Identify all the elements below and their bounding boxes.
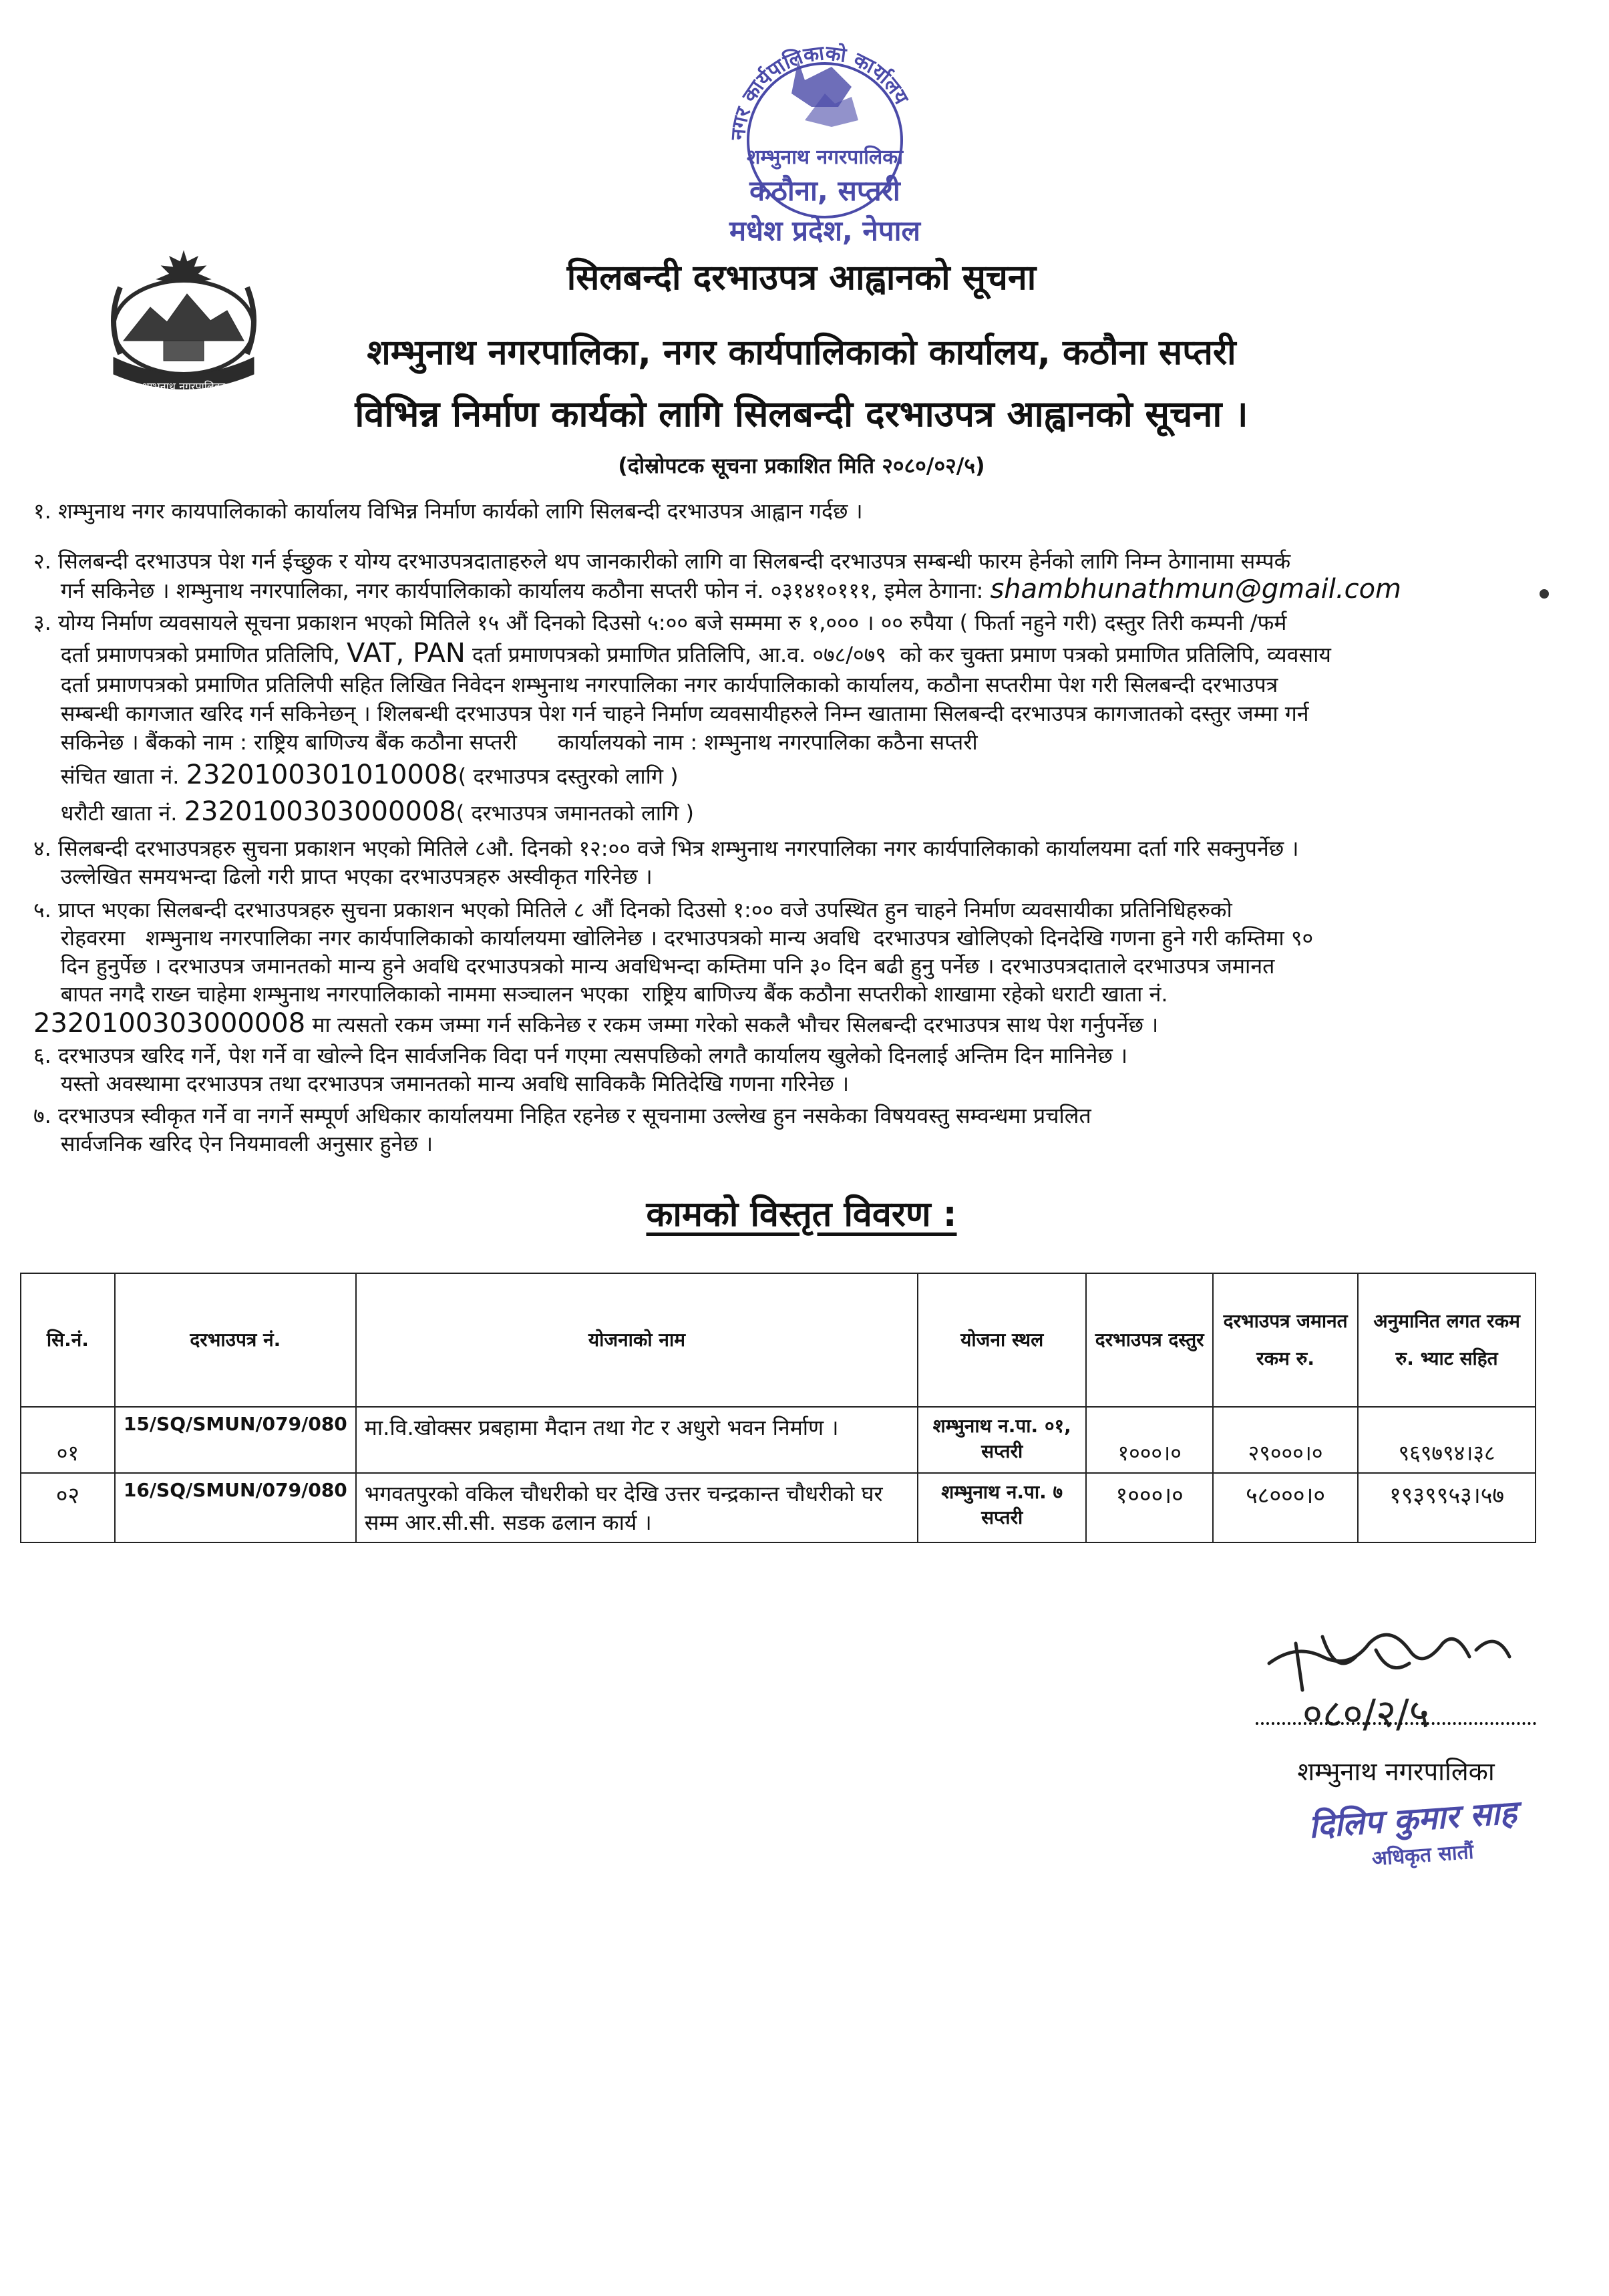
paragraph-2-line-1: २. सिलबन्दी दरभाउपत्र पेश गर्न ईच्छुक र योग्य दरभाउपत्रदाताहरुले थप जानकारीको लागि वा सिलबन्दी दरभाउपत्र सम्बन्धी फारम हेर्नको लागि निम्न ठेगानामा सम्पर्क xyxy=(33,548,1291,574)
paragraph-7-line-1: ७. दरभाउपत्र स्वीकृत गर्ने वा नगर्ने सम्पूर्ण अधिकार कार्यालयमा निहित रहनेछ र सूचनामा उल्लेख हुन नसकेका विषयवस्तु सम्वन्धमा प्रचलित xyxy=(33,1103,1091,1128)
paragraph-3-text-a: दर्ता प्रमाणपत्रको प्रमाणित प्रतिलिपि, xyxy=(33,642,347,667)
margin-mark xyxy=(1540,589,1549,599)
row-estimated-cost: १९३९९५३।५७ xyxy=(1358,1473,1536,1542)
municipality-stamp xyxy=(698,40,952,267)
header-estimated-cost: अनुमानित लगत रकम रु. भ्याट सहित xyxy=(1358,1273,1536,1407)
deposit-account-number: 2320100303000008 xyxy=(184,796,456,827)
publication-date: (दोस्रोपटक सूचना प्रकाशित मिति २०८०/०२/५) xyxy=(618,453,985,478)
stamp-ring-text: नगर कार्यपालिकाको कार्यालय xyxy=(726,41,913,141)
paragraph-2-line-2 xyxy=(33,576,1496,604)
header-bid-fee: दरभाउपत्र दस्तुर xyxy=(1086,1273,1213,1407)
row-bid-bond: ५८०००।० xyxy=(1213,1473,1358,1542)
header-bid-bond: दरभाउपत्र जमानत रकम रु. xyxy=(1213,1273,1358,1407)
paragraph-4-line-2: उल्लेखित समयभन्दा ढिलो गरी प्राप्त भएका दरभाउपत्रहरु अस्वीकृत गरिनेछ । xyxy=(33,864,653,889)
savings-account-line xyxy=(33,762,1496,790)
row-location: शम्भुनाथ न.पा. ०१, सप्तरी xyxy=(918,1407,1086,1473)
paragraph-3-line-2 xyxy=(33,640,1496,668)
stamp-city: कठौना, सप्तरी xyxy=(749,174,900,207)
header-bid-no: दरभाउपत्र नं. xyxy=(115,1273,356,1407)
row-project-name: भगवतपुरको वकिल चौधरीको घर देखि उत्तर चन्द्रकान्त चौधरीको घर सम्म आर.सी.सी. सडक ढलान कार्य । xyxy=(356,1473,918,1542)
header-location: योजना स्थल xyxy=(918,1273,1086,1407)
office-title: शम्भुनाथ नगरपालिका, नगर कार्यपालिकाको कार्यालय, कठौना सप्तरी xyxy=(367,333,1236,373)
paragraph-5-line-3: दिन हुनुर्पेछ । दरभाउपत्र जमानतको मान्य हुने अवधि दरभाउपत्रको मान्य अवधिभन्दा कम्तिमा पनि ३० दिन बढी हुनु पर्नेछ । दरभाउपत्रदाताले दरभाउपत्र जमानत xyxy=(33,953,1275,979)
row-bid-no: 15/SQ/SMUN/079/080 xyxy=(115,1407,356,1473)
paragraph-1: १. शम्भुनाथ नगर कायपालिकाको कार्यालय विभिन्न निर्माण कार्यको लागि सिलबन्दी दरभाउपत्र आह्वान गर्दछ । xyxy=(33,498,863,524)
row-bid-fee: १०००।० xyxy=(1086,1407,1213,1473)
stamp-province: मधेश प्रदेश, नेपाल xyxy=(729,214,920,247)
paragraph-4-line-1: ४. सिलबन्दी दरभाउपत्रहरु सुचना प्रकाशन भएको मितिले ८औ. दिनको १२:०० वजे भित्र शम्भुनाथ नगरपालिका नगर कार्यपालिकाको कार्यालयमा दर्ता गरि सक्नुपर्नेछ । xyxy=(33,836,1299,861)
notice-subtitle: विभिन्न निर्माण कार्यको लागि सिलबन्दी दरभाउपत्र आह्वानको सूचना । xyxy=(355,393,1248,435)
header-serial-no: सि.नं. xyxy=(21,1273,115,1407)
row-bid-no: 16/SQ/SMUN/079/080 xyxy=(115,1473,356,1542)
signatory-org: शम्भुनाथ नगरपालिका xyxy=(1297,1757,1495,1786)
paragraph-5-line-1: ५. प्राप्त भएका सिलबन्दी दरभाउपत्रहरु सुचना प्रकाशन भएको मितिले ८ औं दिनको दिउसो १:०० वजे उपस्थित हुन चाहने निर्माण व्यवसायीका प्रतिनिधिहरुको xyxy=(33,897,1232,923)
paragraph-5-line-4: बापत नगदै राख्न चाहेमा शम्भुनाथ नगरपालिकाको नाममा सञ्चालन भएका राष्ट्रिय बाणिज्य बैंक कठौना सप्तरीको शाखामा रहेको धराटी खाता नं. xyxy=(33,981,1168,1007)
email-address: shambhunathmun@gmail.com xyxy=(990,574,1402,605)
vat-pan-label: VAT, PAN xyxy=(347,638,466,669)
row-estimated-cost: ९६९७९४।३८ xyxy=(1358,1407,1536,1473)
savings-account-number: 2320100301010008 xyxy=(186,760,458,790)
paragraph-2-text: गर्न सकिनेछ । शम्भुनाथ नगरपालिका, नगर कार्यपालिकाको कार्यालय कठौना सप्तरी फोन नं. ०३१४१०१११, इमेल ठेगाना: xyxy=(33,578,991,603)
table-row xyxy=(21,1407,1536,1473)
table-header-row xyxy=(21,1273,1536,1407)
paragraph-5-text-end: मा त्यसतो रकम जम्मा गर्न सकिनेछ र रकम जम्मा गरेको सकलै भौचर सिलबन्दी दरभाउपत्र साथ पेश गर्नुपर्नेछ । xyxy=(305,1012,1159,1037)
paragraph-7-line-2: सार्वजनिक खरिद ऐन नियमावली अनुसार हुनेछ । xyxy=(33,1131,433,1156)
row-serial-no: ०२ xyxy=(21,1473,115,1542)
signatory-stamp-name: दिलिप कुमार साह xyxy=(1307,1794,1518,1846)
deposit-account-line xyxy=(33,798,1496,826)
signatory-stamp-title: अधिकृत सातौं xyxy=(1371,1840,1475,1871)
details-section-title: कामको विस्तृत विवरण : xyxy=(646,1194,957,1235)
signature-date: ०८०/२/५ xyxy=(1302,1691,1429,1736)
works-table xyxy=(20,1273,1536,1543)
deposit-account-note: ( दरभाउपत्र जमानतको लागि ) xyxy=(456,800,695,826)
row-bid-fee: १०००।० xyxy=(1086,1473,1213,1542)
paragraph-3-line-3: दर्ता प्रमाणपत्रको प्रमाणित प्रतिलिपी सहित लिखित निवेदन शम्भुनाथ नगरपालिका नगर कार्यपालिकाको कार्यालय, कठौना सप्तरीमा पेश गरी सिलबन्दी दरभाउपत्र xyxy=(33,672,1278,697)
paragraph-5-line-2: रोहवरमा शम्भुनाथ नगरपालिका नगर कार्यपालिकाको कार्यालयमा खोलिनेछ । दरभाउपत्रको मान्य अवधि दरभाउपत्र खोलिएको दिनदेखि गणना हुने गरी कम्तिमा ९० xyxy=(33,925,1314,951)
paragraph-3-line-1: ३. योग्य निर्माण व्यवसायले सूचना प्रकाशन भएको मितिले १५ औं दिनको दिउसो ५:०० बजे सम्ममा रु १,००० । ०० रुपैया ( फिर्ता नहुने गरी) दस्तुर तिरी कम्पनी /फर्म xyxy=(33,610,1287,635)
row-bid-bond: २९०००।० xyxy=(1213,1407,1358,1473)
notice-title: सिलबन्दी दरभाउपत्र आह्वानको सूचना xyxy=(566,258,1037,298)
signature-dotted-line xyxy=(1256,1722,1536,1725)
savings-account-label: संचित खाता नं. xyxy=(33,764,186,789)
paragraph-5-line-5 xyxy=(33,1010,1496,1038)
paragraph-3-line-5: सकिनेछ । बैंकको नाम : राष्ट्रिय बाणिज्य बैंक कठौना सप्तरी कार्यालयको नाम : शम्भुनाथ नगरपालिका कठैना सप्तरी xyxy=(33,729,978,755)
paragraph-6-line-1: ६. दरभाउपत्र खरिद गर्ने, पेश गर्ने वा खोल्ने दिन सार्वजनिक विदा पर्न गएमा त्यसपछिको लगतै कार्यालय खुलेको दिनलाई अन्तिम दिन मानिनेछ । xyxy=(33,1043,1128,1068)
row-project-name: मा.वि.खोक्सर प्रबहामा मैदान तथा गेट र अधुरो भवन निर्माण । xyxy=(356,1407,918,1473)
deposit-account-number-2: 2320100303000008 xyxy=(33,1008,306,1039)
table-row xyxy=(21,1473,1536,1542)
paragraph-3-line-4: सम्बन्धी कागजात खरिद गर्न सकिनेछन् । शिलबन्धी दरभाउपत्र पेश गर्न चाहने निर्माण व्यवसायीहरुले निम्न खातामा सिलबन्दी दरभाउपत्र कागजातको दस्तुर जम्मा गर्न xyxy=(33,701,1309,726)
deposit-account-label: धरौटी खाता नं. xyxy=(33,800,184,826)
savings-account-note: ( दरभाउपत्र दस्तुरको लागि ) xyxy=(458,764,679,789)
header-project-name: योजनाको नाम xyxy=(356,1273,918,1407)
row-location: शम्भुनाथ न.पा. ७ सप्तरी xyxy=(918,1473,1086,1542)
emblem-caption: शम्भुनाथ नगरपालिका xyxy=(142,380,226,393)
stamp-inner-text: शम्भुनाथ नगरपालिका xyxy=(746,146,904,169)
paragraph-3-text-b: दर्ता प्रमाणपत्रको प्रमाणित प्रतिलिपि, आ.व. ०७८/०७९ को कर चुक्ता प्रमाण पत्रको प्रमाणित प्रतिलिपि, व्यवसाय xyxy=(465,642,1331,667)
paragraph-6-line-2: यस्तो अवस्थामा दरभाउपत्र तथा दरभाउपत्र जमानतको मान्य अवधि साविककै मितिदेखि गणना गरिनेछ । xyxy=(33,1071,850,1096)
row-serial-no: ०१ xyxy=(21,1407,115,1473)
